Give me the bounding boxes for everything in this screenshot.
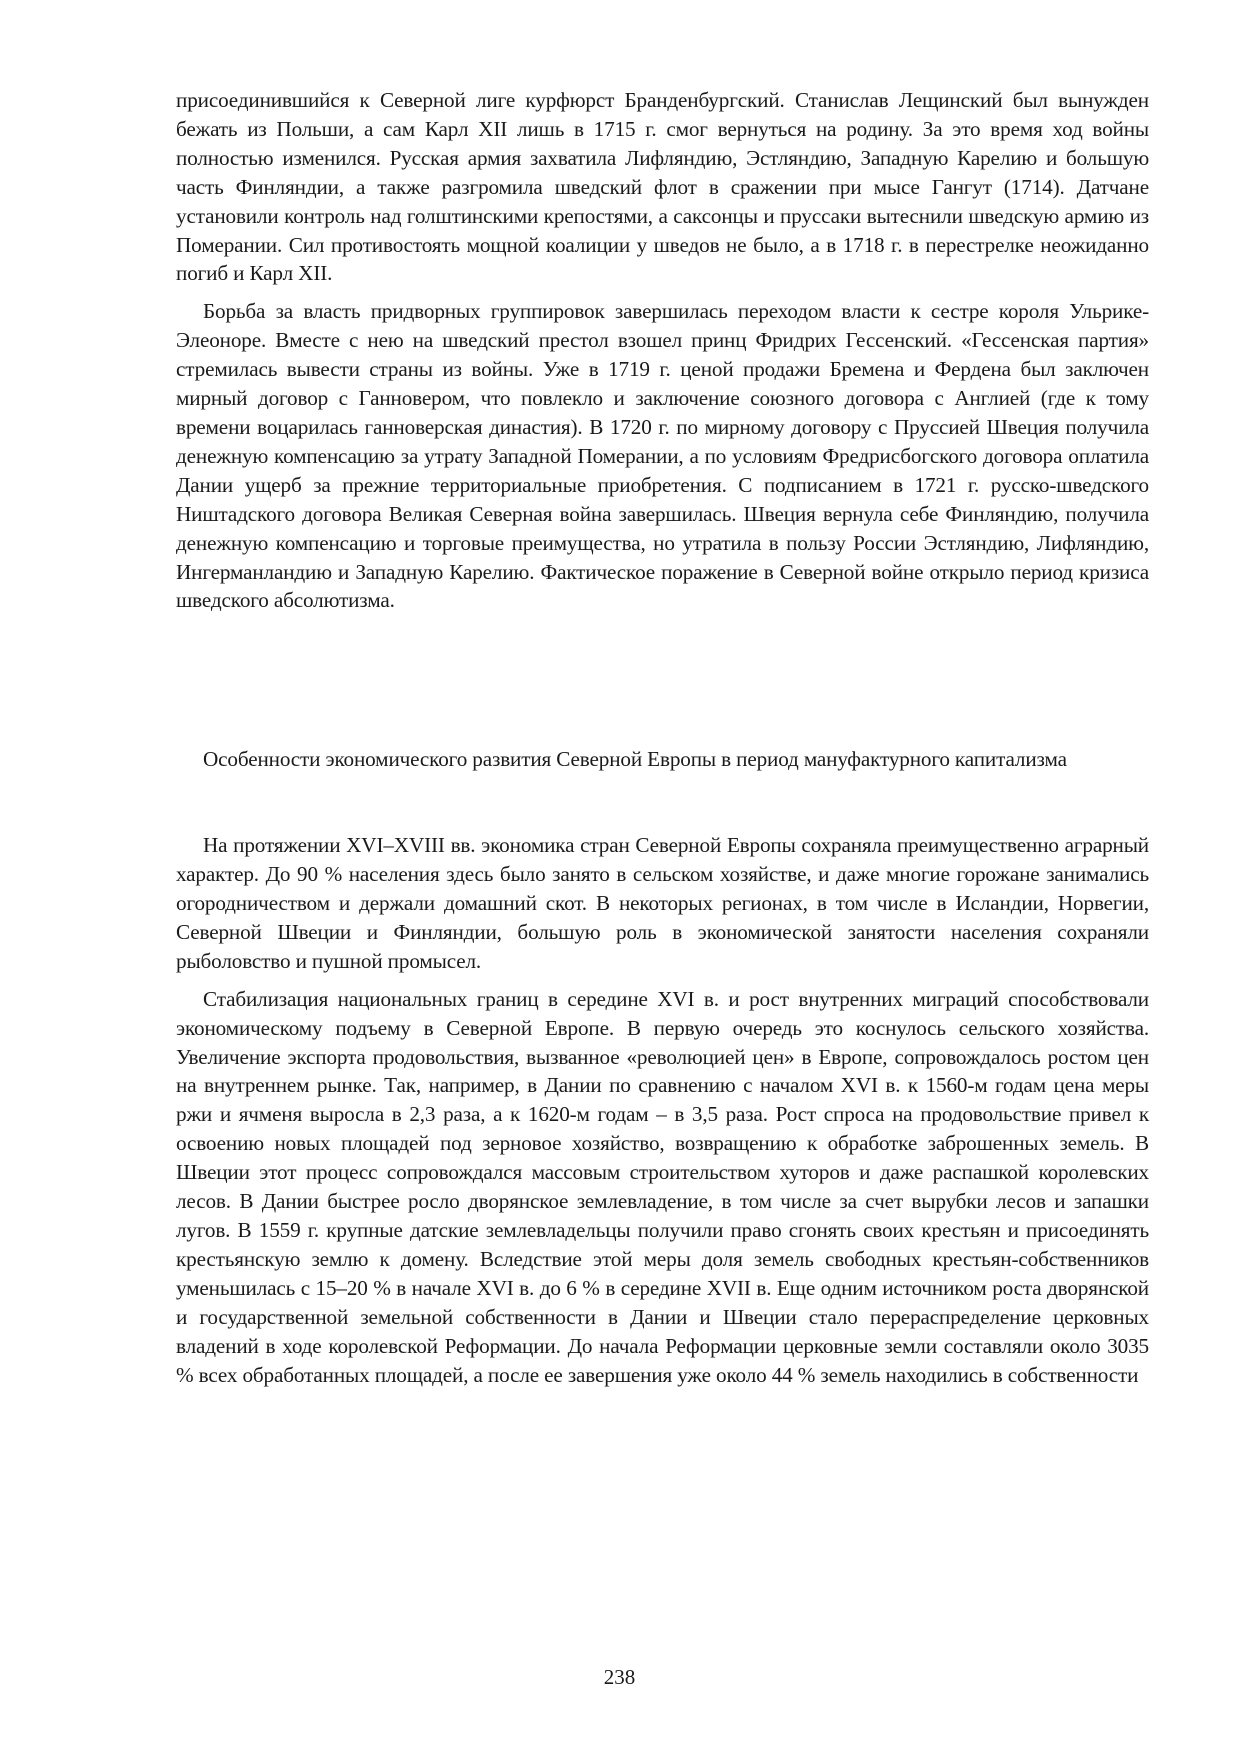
section-heading: Особенности экономического развития Северной Европы в период мануфактурного капитализма [203,747,1067,772]
paragraph-economic-growth: Стабилизация национальных границ в середине XVI в. и рост внутренних миграций способствовали экономическому подъему в Северной Европе. В первую очередь это коснулось сельского хозяйства. Увеличение экспорта продовольствия, вызванное «революцией цен» в Европе, сопровождалось ростом цен на внутреннем рынке. Так, например, в Дании по сравнению с началом XVI в. к 1560-м годам цена меры ржи и ячменя выросла в 2,3 раза, а к 1620-м годам – в 3,5 раза. Рост спроса на продовольствие привел к освоению новых площадей под зерновое хозяйство, возвращению к обработке заброшенных земель. В Швеции этот процесс сопровождался массовым строительством хуторов и даже распашкой королевских лесов. В Дании быстрее росло дворянское землевладение, в том числе за счет вырубки лесов и запашки лугов. В 1559 г. крупные датские землевладельцы получили право сгонять своих крестьян и присоединять крестьянскую землю к домену. Вследствие этой меры доля земель свободных крестьян-собственников уменьшилась с 15–20 % в начале XVI в. до 6 % в середине XVII в. Еще одним источником роста дворянской и государственной земельной собственности в Дании и Швеции стало перераспределение церковных владений в ходе королевской Реформации. До начала Реформации церковные земли составляли около 3035 % всех обработанных площадей, а после ее завершения уже около 44 % земель находились в собственности [176,986,1149,1387]
paragraph-end-of-northern-war: Борьба за власть придворных группировок завершилась переходом власти к сестре короля Ульрике-Элеоноре. Вместе с нею на шведский престол взошел принц Фридрих Гессенский. «Гессенская партия» стремилась вывести страны из войны. Уже в 1719 г. ценой продажи Бремена и Фердена был заключен мирный договор с Ганновером, что повлекло и заключение союзного договора с Англией (где к тому времени воцарилась ганноверская династия). В 1720 г. по мирному договору с Пруссией Швеция получила денежную компенсацию за утрату Западной Померании, а по условиям Фредрисбогского договора оплатила Дании ущерб за прежние территориальные приобретения. С подписанием в 1721 г. русско-шведского Ништадского договора Великая Северная война завершилась. Швеция вернула себе Финляндию, получила денежную компенсацию и торговые преимущества, но утратила в пользу России Эстляндию, Лифляндию, Ингерманландию и Западную Карелию. Фактическое поражение в Северной войне открыло период кризиса шведского абсолютизма. [176,299,1149,613]
paragraph-agrarian-economy: На протяжении XVI–XVIII вв. экономика стран Северной Европы сохраняла преимущественно аграрный характер. До 90 % населения здесь было занято в сельском хозяйстве, и даже многие горожане занимались огородничеством и держали домашний скот. В некоторых регионах, в том числе в Исландии, Норвегии, Северной Швеции и Финляндии, большую роль в экономической занятости населения сохраняли рыболовство и пушной промысел. [176,833,1149,973]
page-number: 238 [603,1665,636,1689]
document-page [176,86,1149,1389]
paragraph-great-northern-war-continuation: присоединившийся к Северной лиге курфюрст Бранденбургский. Станислав Лещинский был вынужден бежать из Польши, а сам Карл XII лишь в 1715 г. смог вернуться на родину. За это время ход войны полностью изменился. Русская армия захватила Лифляндию, Эстляндию, Западную Карелию и большую часть Финляндии, а также разгромила шведский флот в сражении при мысе Гангут (1714). Датчане установили контроль над голштинскими крепостями, а саксонцы и пруссаки вытеснили шведскую армию из Померании. Сил противостоять мощной коалиции у шведов не было, а в 1718 г. в перестрелке неожиданно погиб и Карл XII. [176,88,1149,286]
